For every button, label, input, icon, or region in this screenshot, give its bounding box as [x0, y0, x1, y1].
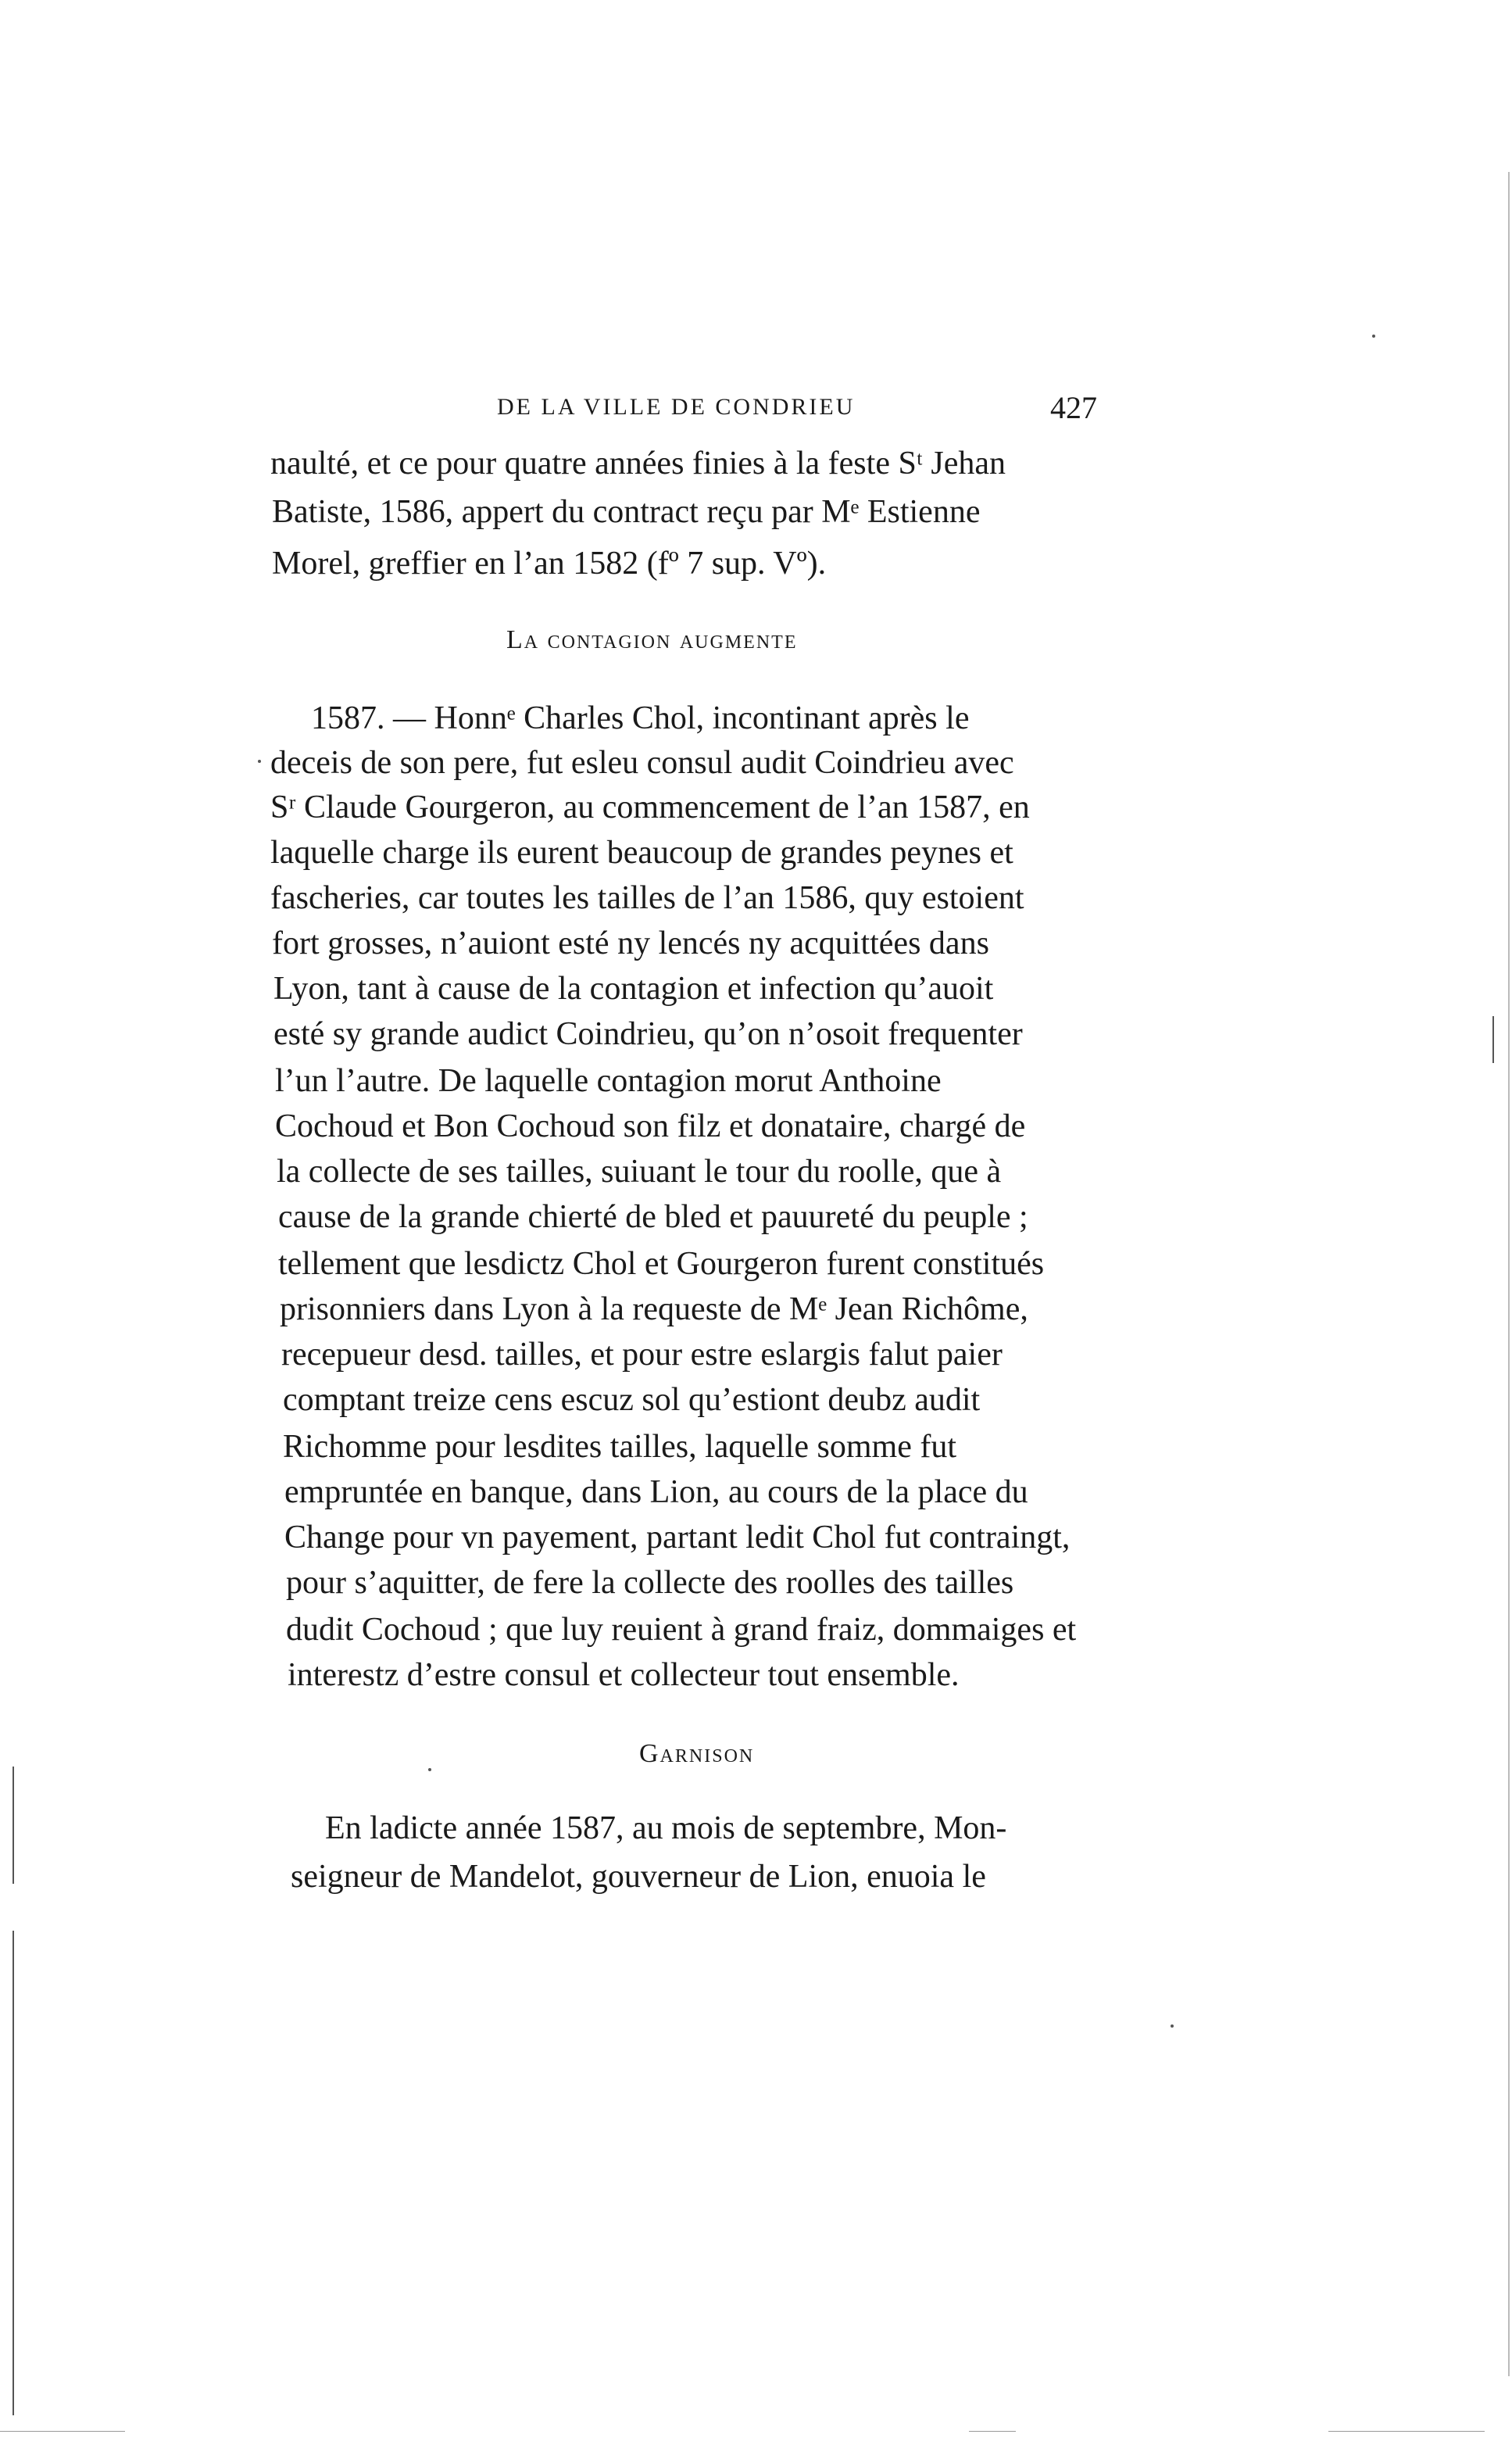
text-line: cause de la grande chierté de bled et pauureté du peuple ; — [278, 1199, 1028, 1235]
text-line: deceis de son pere, fut esleu consul audit Coindrieu avec — [270, 745, 1014, 781]
scan-edge-mark — [1492, 1016, 1494, 1063]
scan-edge-mark — [0, 2431, 125, 2432]
text-line: Change pour vn payement, partant ledit Chol fut contraingt, — [284, 1520, 1071, 1555]
text-line: interestz d’estre consul et collecteur tout ensemble. — [288, 1657, 960, 1693]
text-line: recepueur desd. tailles, et pour estre eslargis falut paier — [281, 1337, 1003, 1373]
text-line: pour s’aquitter, de fere la collecte des roolles des tailles — [286, 1565, 1014, 1601]
text-line: Lyon, tant à cause de la contagion et infection qu’auoit — [273, 971, 994, 1007]
text-line: tellement que lesdictz Chol et Gourgeron furent constitués — [278, 1246, 1045, 1282]
text-line: Morel, greffier en l’an 1582 (fº 7 sup. Vº). — [272, 546, 827, 582]
text-line: laquelle charge ils eurent beaucoup de grandes peynes et — [270, 835, 1013, 871]
text-line: dudit Cochoud ; que luy reuient à grand fraiz, dommaiges et — [286, 1612, 1077, 1648]
page-header — [497, 389, 1105, 436]
text-line: l’un l’autre. De laquelle contagion morut Anthoine — [275, 1063, 942, 1099]
text-line: fascheries, car toutes les tailles de l’an 1586, quy estoient — [270, 880, 1024, 916]
text-line: Sʳ Claude Gourgeron, au commencement de l’an 1587, en — [270, 789, 1030, 825]
text-line: Cochoud et Bon Cochoud son filz et donataire, chargé de — [275, 1108, 1026, 1144]
scan-edge-mark — [13, 1931, 14, 2415]
text-line: Richomme pour lesdites tailles, laquelle somme fut — [283, 1429, 956, 1465]
text-line: naulté, et ce pour quatre années finies à la feste Sᵗ Jehan — [270, 446, 1006, 481]
scan-edge-mark — [13, 1767, 14, 1884]
text-line: la collecte de ses tailles, suiuant le tour du roolle, que à — [277, 1154, 1002, 1190]
text-line: esté sy grande audict Coindrieu, qu’on n’osoit frequenter — [273, 1016, 1023, 1052]
scan-edge-mark — [969, 2431, 1016, 2432]
text-line: seigneur de Mandelot, gouverneur de Lion, enuoia le — [291, 1859, 986, 1895]
ink-dot — [1372, 335, 1375, 338]
scan-edge-mark — [1508, 172, 1510, 2376]
text-line: 1587. — Honnᵉ Charles Chol, incontinant après le — [311, 700, 970, 736]
running-title: DE LA VILLE DE CONDRIEU — [497, 394, 856, 420]
text-line: fort grosses, n’auiont esté ny lencés ny acquittées dans — [272, 925, 989, 961]
section-heading: La contagion augmente — [506, 625, 798, 654]
ink-dot — [1171, 2024, 1174, 2028]
section-heading: Garnison — [639, 1739, 755, 1768]
scan-edge-mark — [1328, 2431, 1485, 2432]
text-line: empruntée en banque, dans Lion, au cours de la place du — [284, 1474, 1028, 1510]
text-line: Batiste, 1586, appert du contract reçu par Mᵉ Estienne — [272, 494, 981, 530]
text-line: comptant treize cens escuz sol qu’estiont deubz audit — [283, 1382, 981, 1418]
text-line: prisonniers dans Lyon à la requeste de Mᵉ Jean Richôme, — [280, 1291, 1028, 1327]
ink-dot — [428, 1768, 431, 1771]
text-line: En ladicte année 1587, au mois de septembre, Mon- — [325, 1810, 1007, 1846]
ink-dot — [258, 760, 261, 763]
page-number: 427 — [1050, 390, 1097, 425]
